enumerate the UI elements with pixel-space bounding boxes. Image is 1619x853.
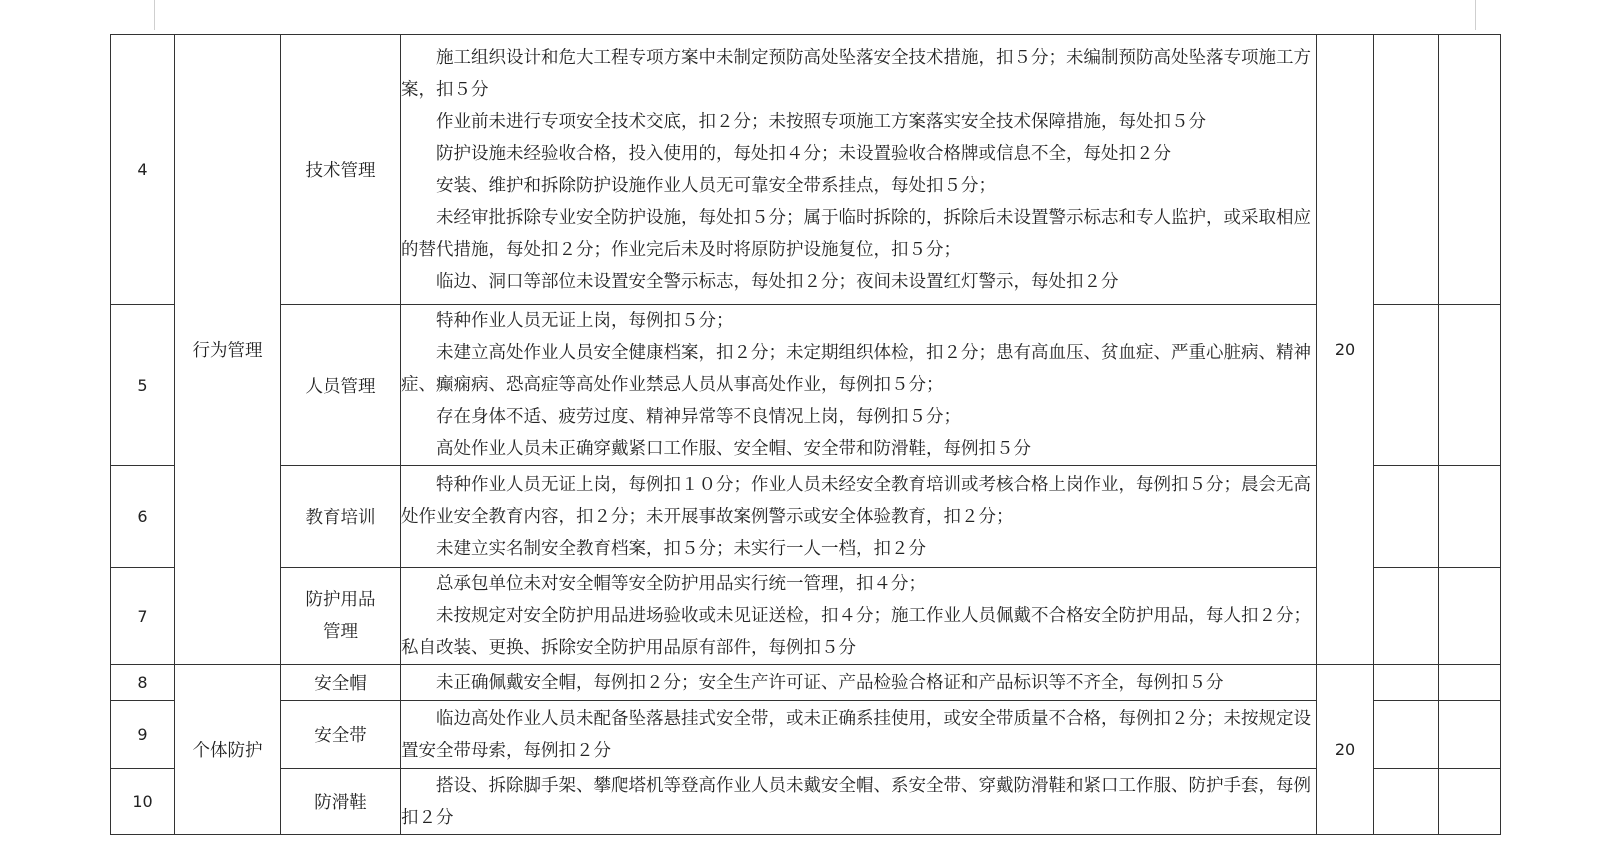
- item-number: 6: [111, 466, 175, 568]
- blank-cell: [1439, 769, 1501, 835]
- criteria-cell: [401, 466, 1317, 568]
- blank-cell: [1374, 568, 1439, 665]
- item-number: 5: [111, 305, 175, 466]
- subitem-cell: [281, 568, 401, 665]
- blank-cell: [1374, 35, 1439, 305]
- blank-cell: [1439, 701, 1501, 769]
- blank-cell: [1374, 305, 1439, 466]
- page-margin-mark-left: [154, 0, 155, 30]
- criteria-line: 安装、维护和拆除防护设施作业人员无可靠安全带系挂点，每处扣５分；: [436, 175, 996, 196]
- criteria-line: 高处作业人员未正确穿戴紧口工作服、安全帽、安全带和防滑鞋，每例扣５分: [436, 439, 1031, 459]
- blank-cell: [1439, 466, 1501, 568]
- table-row: [111, 466, 1501, 568]
- inspection-table: [110, 34, 1501, 835]
- item-number: 7: [111, 568, 175, 665]
- category-cell: 个体防护: [175, 665, 281, 835]
- item-number: 8: [111, 665, 175, 701]
- criteria-line: 未建立高处作业人员安全健康档案，扣２分；未定期组织体检，扣２分；患有高血压、贫血症、严重心脏病、精神症、癫痫病、恐高症等高处作业禁忌人员从事高处作业，每例扣５分；: [401, 343, 1311, 395]
- blank-cell: [1374, 769, 1439, 835]
- criteria-line: 未建立实名制安全教育档案，扣５分；未实行一人一档，扣２分: [436, 538, 926, 559]
- subitem-cell: 人员管理: [281, 305, 401, 466]
- table-row: [111, 305, 1501, 466]
- criteria-line: 施工组织设计和危大工程专项方案中未制定预防高处坠落安全技术措施，扣５分；未编制预防高处坠落专项施工方案，扣５分: [401, 47, 1311, 100]
- table-row: [111, 665, 1501, 701]
- criteria-line: 存在身体不适、疲劳过度、精神异常等不良情况上岗，每例扣５分；: [436, 407, 961, 427]
- criteria-line: 搭设、拆除脚手架、攀爬塔机等登高作业人员未戴安全帽、系安全带、穿戴防滑鞋和紧口工作服、防护手套，每例扣２分: [401, 775, 1311, 828]
- subitem-cell: 安全带: [281, 701, 401, 769]
- subitem-label: 防护用品管理: [305, 590, 376, 642]
- criteria-cell: [401, 568, 1317, 665]
- subitem-cell: 安全帽: [281, 665, 401, 701]
- blank-cell: [1439, 665, 1501, 701]
- criteria-line: 防护设施未经验收合格，投入使用的，每处扣４分；未设置验收合格牌或信息不全，每处扣２分: [436, 143, 1171, 164]
- item-number: 4: [111, 35, 175, 305]
- page-margin-mark-right: [1475, 0, 1476, 30]
- criteria-line: 临边高处作业人员未配备坠落悬挂式安全带，或未正确系挂使用，或安全带质量不合格，每例扣２分；未按规定设置安全带母索，每例扣２分: [401, 708, 1311, 761]
- criteria-cell: [401, 701, 1317, 769]
- subitem-cell: 防滑鞋: [281, 769, 401, 835]
- score-cell: 20: [1317, 35, 1374, 665]
- criteria-cell: [401, 305, 1317, 466]
- table-row: [111, 769, 1501, 835]
- criteria-line: 未正确佩戴安全帽，每例扣２分；安全生产许可证、产品检验合格证和产品标识等不齐全，每例扣５分: [436, 672, 1224, 693]
- criteria-line: 特种作业人员无证上岗，每例扣１０分；作业人员未经安全教育培训或考核合格上岗作业，每例扣５分；晨会无高处作业安全教育内容，扣２分；未开展事故案例警示或安全体验教育，扣２分；: [401, 474, 1311, 527]
- criteria-line: 未按规定对安全防护用品进场验收或未见证送检，扣４分；施工作业人员佩戴不合格安全防护用品，每人扣２分；私自改装、更换、拆除安全防护用品原有部件，每例扣５分: [401, 606, 1311, 658]
- subitem-cell: 技术管理: [281, 35, 401, 305]
- criteria-line: 总承包单位未对安全帽等安全防护用品实行统一管理，扣４分；: [436, 574, 926, 594]
- subitem-cell: 教育培训: [281, 466, 401, 568]
- category-cell: 行为管理: [175, 35, 281, 665]
- criteria-line: 特种作业人员无证上岗，每例扣５分；: [436, 311, 734, 331]
- item-number: 9: [111, 701, 175, 769]
- table-row: [111, 568, 1501, 665]
- item-number: 10: [111, 769, 175, 835]
- blank-cell: [1439, 35, 1501, 305]
- table-row: [111, 701, 1501, 769]
- criteria-cell: [401, 35, 1317, 305]
- blank-cell: [1374, 665, 1439, 701]
- blank-cell: [1439, 305, 1501, 466]
- criteria-line: 临边、洞口等部位未设置安全警示标志，每处扣２分；夜间未设置红灯警示，每处扣２分: [436, 271, 1119, 292]
- blank-cell: [1374, 466, 1439, 568]
- criteria-cell: [401, 665, 1317, 701]
- criteria-line: 未经审批拆除专业安全防护设施，每处扣５分；属于临时拆除的，拆除后未设置警示标志和专人监护，或采取相应的替代措施，每处扣２分；作业完后未及时将原防护设施复位，扣５分；: [401, 207, 1311, 260]
- blank-cell: [1374, 701, 1439, 769]
- table-row: [111, 35, 1501, 305]
- blank-cell: [1439, 568, 1501, 665]
- criteria-line: 作业前未进行专项安全技术交底，扣２分；未按照专项施工方案落实安全技术保障措施，每处扣５分: [436, 111, 1206, 132]
- criteria-cell: [401, 769, 1317, 835]
- score-cell: 20: [1317, 665, 1374, 835]
